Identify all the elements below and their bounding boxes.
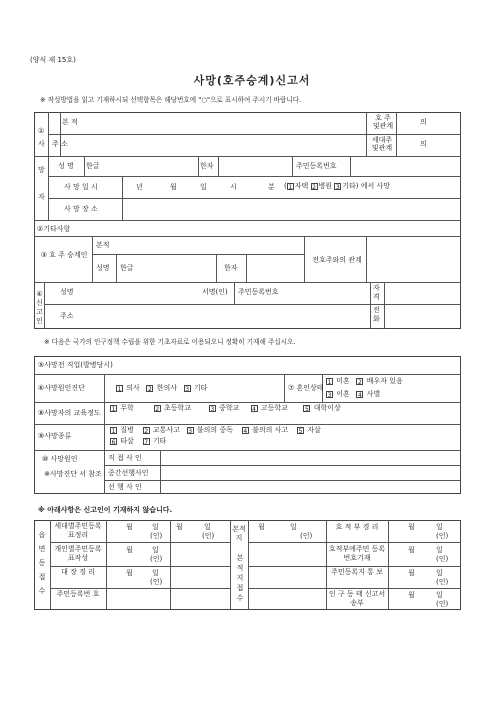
successor-relation-field[interactable] xyxy=(368,238,460,280)
r3-day: 일 xyxy=(152,569,159,577)
s6-label: ⑥사망원인진단 xyxy=(38,384,85,392)
s8-options: 1 무학 2 초등학교 3 중학교 4 고등학교 5 대학이상 xyxy=(111,404,341,413)
instruction-text: ※ 작성방법을 읽고 기재하시되 선택항목은 해당번호에 "○"으로 표시하여 주시기 바랍니다. xyxy=(40,96,302,104)
reporter-phone-label: 전화 xyxy=(373,306,380,323)
c4-day: 일 xyxy=(436,591,443,599)
option-box[interactable]: 4 xyxy=(243,427,248,435)
rrn-label: 주민등록번호 xyxy=(296,162,337,170)
s7-label: ⑦ 혼인상태 xyxy=(288,384,324,392)
office-r4: 주민등록번 호 xyxy=(56,590,100,598)
c2-month: 월 xyxy=(408,546,415,554)
successor-hanja-field[interactable] xyxy=(248,256,302,280)
option-box[interactable]: 2 xyxy=(312,183,316,191)
c1-month: 월 xyxy=(408,523,415,531)
c4-seal: (인) xyxy=(436,600,449,608)
c3-seal: (인) xyxy=(436,578,449,586)
successor-label: ③ 호 주 승계인 xyxy=(40,251,88,259)
option-box[interactable]: 1 xyxy=(111,427,116,435)
reporter-phone-field[interactable] xyxy=(386,306,460,327)
s10-middle: 중간선행사인 xyxy=(108,469,149,477)
option-box[interactable]: 3 xyxy=(185,385,190,393)
sedaeju-relation-label: 세대주 및관계 xyxy=(371,136,393,152)
c3-month: 월 xyxy=(408,569,415,577)
successor-relation-label: 전호주와의 관계 xyxy=(312,256,362,264)
successor-hanja-label: 한자 xyxy=(224,264,238,272)
c1-seal: (인) xyxy=(436,532,449,540)
section1-num: ① xyxy=(38,127,45,135)
bonjeok-label: 본 적 xyxy=(62,118,78,126)
option-box[interactable]: 7 xyxy=(144,438,149,446)
s5-label: ⑤사망전 직업(발병당시) xyxy=(38,361,113,369)
successor-bonjeok-field[interactable] xyxy=(118,237,302,253)
reporter-addr-label: 주소 xyxy=(60,312,74,320)
office-c4: 인 구 동 태 신고서송부 xyxy=(328,590,386,607)
reporter-name-label: 성명 xyxy=(60,288,74,296)
option-box[interactable]: 1 xyxy=(327,378,332,386)
s10-preceding-field[interactable] xyxy=(162,481,458,493)
option-box[interactable]: 2 xyxy=(155,405,160,413)
option-box[interactable]: 3 xyxy=(188,427,193,435)
s8-label: ⑧사망자의 교육정도 xyxy=(38,409,101,417)
office-mid2: 본적지접수 xyxy=(236,554,244,602)
rrn-field[interactable] xyxy=(352,157,460,175)
option-box[interactable]: 3 xyxy=(335,183,340,191)
s10-direct-field[interactable] xyxy=(162,451,458,464)
form-number: (양식 제 15호) xyxy=(30,56,76,64)
stat-note: ※ 다음은 국가의 인구정책 수립을 위한 기초자료로 이용되오니 정확히 기재해 주십시오. xyxy=(44,338,296,346)
office-r1: 세대별주민등록표정리 xyxy=(54,522,102,539)
option-box[interactable]: 2 xyxy=(144,427,149,435)
office-side-label: 읍면동접수 xyxy=(38,531,46,595)
option-box[interactable]: 6 xyxy=(111,438,116,446)
office-r2: 개인별주민등록표작성 xyxy=(54,545,102,562)
r1-month: 월 xyxy=(126,523,133,531)
section1-side-3: 자 xyxy=(38,193,45,201)
option-box[interactable]: 4 xyxy=(252,405,256,413)
reporter-qual-label: 자격 xyxy=(373,284,380,301)
ui-1: 의 xyxy=(420,118,427,126)
s10-direct: 직 접 사 인 xyxy=(108,454,142,462)
option-box[interactable]: 5 xyxy=(298,427,303,435)
mid-seal: (인) xyxy=(202,532,215,540)
c3-day: 일 xyxy=(436,569,443,577)
r2-month: 월 xyxy=(126,546,133,554)
mid2-day: 일 xyxy=(290,523,297,531)
reporter-rrn-label: 주민등록번호 xyxy=(238,288,279,296)
reporter-name-field[interactable] xyxy=(80,283,200,303)
r2-seal: (인) xyxy=(150,555,163,563)
s5-field[interactable] xyxy=(130,358,458,372)
reporter-addr-field[interactable] xyxy=(80,306,368,327)
ui-2: 의 xyxy=(420,140,427,148)
section1-side-2: 망 xyxy=(38,166,45,174)
hoju-relation-label: 호 주 및관계 xyxy=(372,114,394,130)
form-title: 사망(호주승계)신고서 xyxy=(193,74,311,87)
hanja-label: 한자 xyxy=(200,162,214,170)
office-c1: 호 적 부 경 리 xyxy=(335,523,379,531)
r3-seal: (인) xyxy=(150,578,163,586)
s10-preceding: 선 행 사 인 xyxy=(108,483,142,491)
office-c2: 호적부에주민 등록번호기재 xyxy=(328,545,386,562)
year-label: 년 xyxy=(136,183,143,191)
option-box[interactable]: 1 xyxy=(288,183,293,191)
minute-label: 분 xyxy=(268,183,275,191)
s9-label: ⑨사망종류 xyxy=(38,432,72,440)
successor-hangul-label: 한글 xyxy=(120,264,134,272)
c2-seal: (인) xyxy=(436,555,449,563)
death-time-label: 사 망 일 시 xyxy=(64,183,98,191)
c4-month: 월 xyxy=(408,591,415,599)
death-place-options: ( 1 자택 2 병원 3 기타) 에서 사망 xyxy=(284,182,391,191)
s10-middle-field[interactable] xyxy=(162,466,458,479)
hangul-label: 한글 xyxy=(86,162,100,170)
r2-day: 일 xyxy=(152,546,159,554)
section1-side-1: 사 xyxy=(38,140,45,148)
s7-options-row1: 1 미혼 2 배우자 있음 xyxy=(327,377,403,386)
other-matters-field[interactable] xyxy=(90,221,460,235)
option-box[interactable]: 2 xyxy=(358,378,362,386)
mid2-seal: (인) xyxy=(300,532,313,540)
s7-options-row2: 3 이혼 4 사별 xyxy=(327,390,381,399)
option-box[interactable]: 3 xyxy=(210,405,215,413)
successor-name-label: 성명 xyxy=(96,264,110,272)
mid-month: 월 xyxy=(176,523,183,531)
office-mid1: 본적지 xyxy=(232,525,246,542)
c2-day: 일 xyxy=(436,546,443,554)
office-c3: 주민등록지 통 보 xyxy=(331,568,383,576)
mid2-month: 월 xyxy=(258,523,265,531)
c1-day: 일 xyxy=(436,523,443,531)
successor-hangul-field[interactable] xyxy=(140,256,214,280)
option-box[interactable]: 5 xyxy=(305,405,309,413)
successor-bonjeok-label: 본적 xyxy=(96,241,110,249)
option-box[interactable]: 3 xyxy=(327,391,332,399)
office-note: ※ 아래사항은 신고인이 기재하지 않습니다. xyxy=(38,506,173,514)
s9-options-row1: 1 질병 2 교통사고 3 불의의 중독 4 불의의 사고 5 자살 xyxy=(111,426,321,435)
r3-month: 월 xyxy=(126,569,133,577)
option-box[interactable]: 1 xyxy=(117,385,122,393)
month-label: 월 xyxy=(170,183,177,191)
hour-label: 시 xyxy=(230,183,237,191)
juso-field[interactable] xyxy=(86,135,364,155)
reporter-sign-label: 서명(인) xyxy=(202,288,228,296)
reporter-label: ④ 신고인 xyxy=(36,290,43,325)
day-label: 일 xyxy=(200,183,207,191)
name-hangul-field[interactable] xyxy=(106,157,196,175)
option-box[interactable]: 1 xyxy=(111,405,116,413)
other-matters-label: ②기타사항 xyxy=(37,225,71,233)
death-place-field[interactable] xyxy=(124,199,460,219)
death-place-label: 사 망 장 소 xyxy=(64,205,98,213)
r1-seal: (인) xyxy=(150,532,163,540)
name-hanja-field[interactable] xyxy=(220,157,290,175)
r1-day: 일 xyxy=(152,523,159,531)
s10-note: ※사망진단 서 참조 xyxy=(44,470,102,478)
reporter-qual-field[interactable] xyxy=(386,284,460,303)
option-box[interactable]: 2 xyxy=(148,385,152,393)
s6-options: 1 의사 2 한의사 3 기타 xyxy=(117,384,208,393)
bonjeok-field[interactable] xyxy=(86,113,364,133)
s10-label: ⑩ 사망원인 xyxy=(42,455,78,463)
mid-day: 일 xyxy=(204,523,211,531)
office-r3: 대 장 경 리 xyxy=(61,568,95,576)
juso-label: 주 소 xyxy=(52,140,68,148)
option-box[interactable]: 4 xyxy=(358,391,362,399)
name-label: 성 명 xyxy=(58,162,74,170)
s9-options-row2: 6 타살 7 기타 xyxy=(111,437,167,446)
